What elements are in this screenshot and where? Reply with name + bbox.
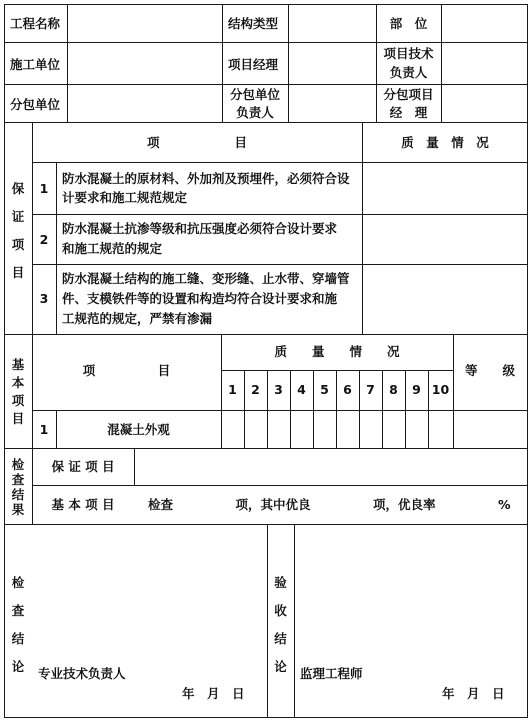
hline-b-end xyxy=(4,448,528,449)
side-basic-2: 本 xyxy=(11,375,25,390)
guarantee-col-quality: 质 量 情 况 xyxy=(401,135,489,150)
basic-num-6: 6 xyxy=(343,382,352,397)
basic-num-7: 7 xyxy=(366,382,375,397)
hline-g-end xyxy=(4,334,528,335)
label-construction-unit: 施工单位 xyxy=(10,57,61,72)
check-conclusion-4: 论 xyxy=(11,659,25,674)
result-check-text: 检查 项，其中优良 项，优良率 % xyxy=(148,497,511,512)
vline-g-num xyxy=(56,162,57,334)
side-result-4: 果 xyxy=(11,502,25,517)
vline-h-e xyxy=(441,4,442,122)
check-conclusion-2: 查 xyxy=(11,603,25,618)
basic-num-1: 1 xyxy=(228,382,237,397)
label-sub-lead-1: 分包单位 xyxy=(229,87,280,102)
guarantee-item-2-line-2: 和施工规范的规定 xyxy=(62,241,163,256)
basic-num-5: 5 xyxy=(320,382,329,397)
result-guarantee-item: 保 证 项 目 xyxy=(51,459,115,474)
accept-conclusion-2: 收 xyxy=(274,603,287,618)
basic-col-quality: 质 量 情 况 xyxy=(274,344,400,359)
hline-g-item2 xyxy=(32,264,528,265)
label-department: 部 位 xyxy=(389,16,428,31)
hline-g-item1 xyxy=(32,214,528,215)
guarantee-item-3-no: 3 xyxy=(39,291,49,306)
basic-num-8: 8 xyxy=(389,382,398,397)
guarantee-item-3-line-3: 工规范的规定，严禁有渗漏 xyxy=(62,311,213,326)
vline-b-grade xyxy=(453,334,454,448)
guarantee-item-2-no: 2 xyxy=(39,232,49,247)
basic-row-no: 1 xyxy=(39,422,49,437)
date-right: 年 月 日 xyxy=(442,686,505,701)
accept-conclusion-1: 验 xyxy=(274,575,287,590)
check-conclusion-3: 结 xyxy=(11,631,25,646)
basic-num-10: 10 xyxy=(431,382,450,397)
vline-c-label xyxy=(294,524,295,718)
guarantee-item-3-line-2: 件、支模铁件等的设置和构造均符合设计要求和施 xyxy=(62,291,338,306)
accept-conclusion-3: 结 xyxy=(274,631,287,646)
label-sub-lead-2: 负责人 xyxy=(236,105,274,120)
guarantee-item-1-line-1: 防水混凝土的原材料、外加剂及预埋件，必须符合设 xyxy=(62,171,350,186)
side-guarantee-1: 保 xyxy=(11,181,25,196)
hline-r-end xyxy=(4,524,528,525)
accept-conclusion-4: 论 xyxy=(274,659,287,674)
label-sub-pm-1: 分包项目 xyxy=(383,87,434,102)
guarantee-col-item: 项 目 xyxy=(146,135,247,150)
basic-col-item: 项 目 xyxy=(82,363,171,378)
side-basic-1: 基 xyxy=(11,357,25,372)
vline-c-mid xyxy=(267,524,268,718)
supervisor-label: 监理工程师 xyxy=(300,666,363,681)
vline-h-a xyxy=(67,4,68,122)
hline-row1 xyxy=(4,42,528,43)
hline-top xyxy=(4,4,528,5)
side-guarantee-2: 证 xyxy=(11,209,25,224)
basic-num-3: 3 xyxy=(274,382,283,397)
basic-num-4: 4 xyxy=(297,382,306,397)
vline-h-c xyxy=(288,4,289,122)
label-project-manager: 项目经理 xyxy=(228,57,279,72)
check-conclusion-1: 检 xyxy=(11,575,25,590)
date-left: 年 月 日 xyxy=(182,686,245,701)
hline-g-header xyxy=(32,162,528,163)
vline-r-label xyxy=(134,448,135,485)
vline-g-quality xyxy=(362,122,363,334)
guarantee-item-1-line-2: 计要求和施工规范规定 xyxy=(62,190,188,205)
result-basic-item: 基 本 项 目 xyxy=(51,497,115,512)
side-guarantee-4: 目 xyxy=(11,265,25,280)
label-subcontractor: 分包单位 xyxy=(10,97,61,112)
basic-num-2: 2 xyxy=(251,382,260,397)
guarantee-item-2-line-1: 防水混凝土抗渗等级和抗压强度必须符合设计要求 xyxy=(62,221,338,236)
label-tech-lead-2: 负责人 xyxy=(389,65,428,80)
label-tech-lead-1: 项目技术 xyxy=(383,46,434,61)
hline-r-mid xyxy=(32,485,528,486)
side-result-2: 查 xyxy=(11,472,25,487)
basic-num-9: 9 xyxy=(412,382,421,397)
side-result-1: 检 xyxy=(11,457,25,472)
basic-col-grade: 等 级 xyxy=(464,363,515,378)
guarantee-item-3-line-1: 防水混凝土结构的施工缝、变形缝、止水带、穿墙管 xyxy=(62,271,350,286)
side-guarantee-3: 项 xyxy=(11,237,25,252)
side-result-3: 结 xyxy=(11,487,25,502)
tech-person-label: 专业技术负责人 xyxy=(38,666,126,681)
label-project-name: 工程名称 xyxy=(10,16,61,31)
basic-row-item: 混凝土外观 xyxy=(107,422,170,437)
side-basic-4: 目 xyxy=(11,411,25,426)
hline-row3 xyxy=(4,122,528,123)
side-basic-3: 项 xyxy=(11,393,25,408)
hline-bottom xyxy=(4,717,528,718)
label-sub-pm-2: 经 理 xyxy=(389,105,428,120)
guarantee-item-1-no: 1 xyxy=(39,181,49,196)
vline-right xyxy=(527,4,528,718)
label-structure-type: 结构类型 xyxy=(228,16,279,31)
